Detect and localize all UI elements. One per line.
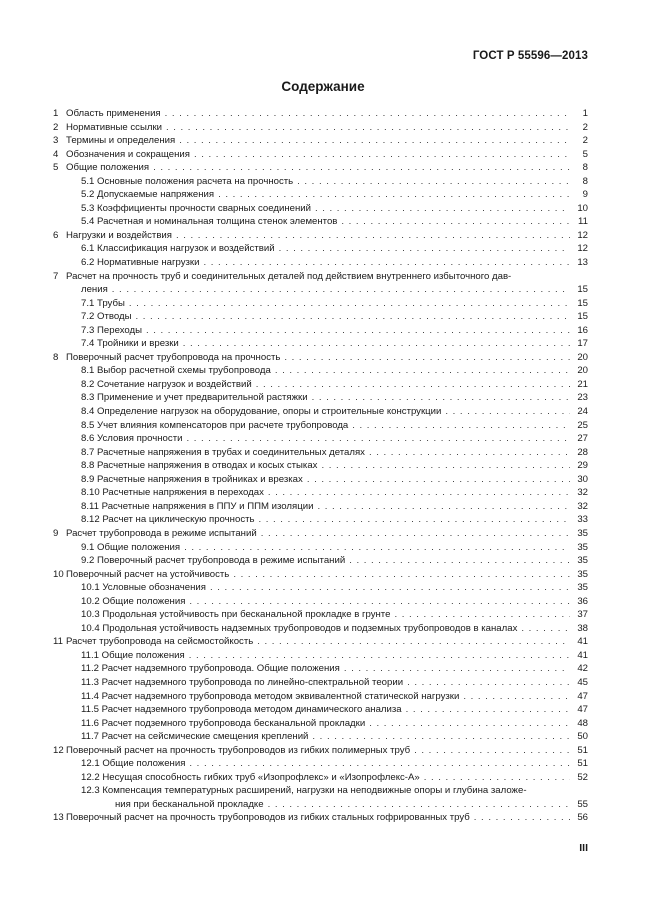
toc-entry[interactable] xyxy=(53,662,588,676)
dot-leader xyxy=(175,134,570,148)
toc-entry-page: 11 xyxy=(578,216,588,228)
toc-entry-page: 29 xyxy=(577,460,588,472)
toc-entry-page: 21 xyxy=(577,378,588,390)
dot-leader xyxy=(303,473,570,487)
toc-entry-title: Поверочный расчет на прочность трубопроводов из гибких полимерных труб xyxy=(66,744,411,756)
toc-entry-page: 33 xyxy=(577,514,588,526)
dot-leader xyxy=(149,161,570,175)
toc-entry-page: 50 xyxy=(577,731,588,743)
toc-entry[interactable] xyxy=(53,608,588,622)
toc-entry[interactable] xyxy=(53,554,588,568)
toc-entry-number: 8 xyxy=(53,351,59,363)
toc-entry-title: 6.1 Классификация нагрузок и воздействий xyxy=(81,243,275,255)
toc-entry-page: 9 xyxy=(582,189,588,201)
toc-entry[interactable] xyxy=(53,581,588,595)
toc-entry-page: 25 xyxy=(577,419,588,431)
toc-entry[interactable] xyxy=(53,798,588,812)
toc-entry-title: 8.8 Расчетные напряжения в отводах и косых стыках xyxy=(81,460,318,472)
dot-leader xyxy=(410,744,570,758)
toc-entry-page: 47 xyxy=(577,690,588,702)
toc-entry[interactable] xyxy=(53,446,588,460)
toc-entry-title: ления xyxy=(81,284,108,296)
toc-entry-page: 35 xyxy=(577,568,588,580)
toc-entry-page: 55 xyxy=(577,798,588,810)
toc-entry-title: 7.3 Переходы xyxy=(81,324,143,336)
dot-leader xyxy=(206,581,570,595)
toc-entry-page: 20 xyxy=(577,365,588,377)
toc-entry-number: 6 xyxy=(53,229,59,241)
toc-entry[interactable] xyxy=(53,297,588,311)
toc-entry-title: 8.11 Расчетные напряжения в ППУ и ППМ изоляции xyxy=(81,500,314,512)
toc-entry[interactable] xyxy=(53,405,588,419)
dot-leader xyxy=(161,107,570,121)
toc-entry-title: 8.2 Сочетание нагрузок и воздействий xyxy=(81,378,252,390)
toc-entry-title: 10.1 Условные обозначения xyxy=(81,582,206,594)
standard-number: ГОСТ Р 55596—2013 xyxy=(472,50,588,62)
dot-leader xyxy=(229,568,570,582)
toc-entry-title: 7.1 Трубы xyxy=(81,297,125,309)
toc-entry[interactable] xyxy=(53,703,588,717)
toc-entry[interactable] xyxy=(53,121,588,135)
toc-entry-title: 8.12 Расчет на циклическую прочность xyxy=(81,514,255,526)
toc-entry-page: 17 xyxy=(577,338,588,350)
toc-entry[interactable] xyxy=(53,256,588,270)
toc-entry-title: 8.4 Определение нагрузок на оборудование, опоры и строительные конструкции xyxy=(81,406,442,418)
toc-entry[interactable] xyxy=(53,595,588,609)
toc-entry-title: Поверочный расчет на устойчивость xyxy=(66,568,230,580)
toc-entry-title: 8.10 Расчетные напряжения в переходах xyxy=(81,487,264,499)
dot-leader xyxy=(470,811,570,825)
toc-entry-number: 13 xyxy=(53,812,64,824)
toc-entry-title: 5.1 Основные положения расчета на прочность xyxy=(81,175,294,187)
dot-leader xyxy=(365,446,570,460)
dot-leader xyxy=(199,256,570,270)
toc-entry-page: 15 xyxy=(577,284,588,296)
toc-entry-page: 30 xyxy=(577,473,588,485)
toc-entry[interactable] xyxy=(53,635,588,649)
toc-entry-page: 27 xyxy=(577,433,588,445)
toc-entry-page: 51 xyxy=(577,744,588,756)
toc-entry-title: 11.1 Общие положения xyxy=(81,649,185,661)
toc-entry[interactable] xyxy=(53,717,588,731)
dot-leader xyxy=(420,771,570,785)
dot-leader xyxy=(252,378,570,392)
dot-leader xyxy=(162,121,570,135)
toc-entry-title: 8.9 Расчетные напряжения в тройниках и врезках xyxy=(81,473,303,485)
toc-entry[interactable] xyxy=(53,690,588,704)
toc-entry-number: 9 xyxy=(53,527,59,539)
toc-entry[interactable] xyxy=(53,175,588,189)
toc-entry-page: 12 xyxy=(577,229,588,241)
dot-leader xyxy=(271,364,570,378)
toc-entry-title: 11.4 Расчет надземного трубопровода методом эквивалентной статической нагрузки xyxy=(81,690,460,702)
toc-entry-title: 7.4 Тройники и врезки xyxy=(81,338,179,350)
dot-leader xyxy=(337,215,570,229)
toc-entry-page: 15 xyxy=(577,297,588,309)
toc-entry-number: 12 xyxy=(53,744,64,756)
toc-entry[interactable] xyxy=(53,229,588,243)
dot-leader xyxy=(317,459,570,473)
toc-entry[interactable] xyxy=(53,215,588,229)
toc-entry-page: 41 xyxy=(577,636,588,648)
toc-entry-page: 35 xyxy=(577,555,588,567)
toc-entry-number: 1 xyxy=(53,108,59,119)
dot-leader xyxy=(264,486,570,500)
dot-leader xyxy=(280,351,570,365)
toc-entry-title: 11.2 Расчет надземного трубопровода. Общие положения xyxy=(81,663,340,675)
toc-entry-title: 6.2 Нормативные нагрузки xyxy=(81,257,200,269)
toc-entry-title: Поверочный расчет трубопровода на прочность xyxy=(66,351,281,363)
toc-entry-title: 11.7 Расчет на сейсмические смещения креплений xyxy=(81,731,309,743)
toc-entry-title: Термины и определения xyxy=(66,135,176,147)
toc-entry-page: 8 xyxy=(582,175,588,187)
toc-entry-page: 10 xyxy=(577,202,588,214)
toc-entry-page: 12 xyxy=(577,243,588,255)
dot-leader xyxy=(311,202,570,216)
toc-entry[interactable] xyxy=(53,500,588,514)
dot-leader xyxy=(108,283,570,297)
toc-entry-page: 32 xyxy=(577,500,588,512)
table-of-contents xyxy=(53,107,588,825)
toc-entry-page: 56 xyxy=(577,812,588,824)
toc-entry[interactable] xyxy=(53,161,588,175)
toc-entry-page: 2 xyxy=(582,121,588,133)
toc-entry[interactable] xyxy=(53,811,588,825)
toc-entry[interactable] xyxy=(53,676,588,690)
toc-entry[interactable] xyxy=(53,283,588,297)
dot-leader xyxy=(185,757,570,771)
toc-entry-number: 5 xyxy=(53,162,59,174)
toc-entry-page: 23 xyxy=(577,392,588,404)
toc-entry-title: Расчет на прочность труб и соединительных деталей под действием внутреннего избыточного дав- xyxy=(66,270,512,282)
toc-entry-title: 11.5 Расчет надземного трубопровода методом динамического анализа xyxy=(81,704,402,716)
toc-entry-title: 10.2 Общие положения xyxy=(81,595,186,607)
toc-entry-page: 52 xyxy=(577,771,588,783)
toc-entry[interactable] xyxy=(53,432,588,446)
toc-entry[interactable] xyxy=(53,649,588,663)
toc-entry-title: 5.3 Коэффициенты прочности сварных соединений xyxy=(81,202,311,214)
dot-leader xyxy=(214,188,570,202)
dot-leader xyxy=(257,527,570,541)
dot-leader xyxy=(348,419,570,433)
toc-entry[interactable] xyxy=(53,527,588,541)
toc-entry-page: 24 xyxy=(577,406,588,418)
toc-entry-page: 1 xyxy=(582,108,588,119)
toc-entry-title: 8.3 Применение и учет предварительной растяжки xyxy=(81,392,308,404)
page-title: Содержание xyxy=(281,79,365,94)
dot-leader xyxy=(185,595,570,609)
dot-leader xyxy=(190,148,570,162)
toc-entry[interactable] xyxy=(53,270,588,284)
dot-leader xyxy=(275,242,570,256)
toc-entry[interactable] xyxy=(53,188,588,202)
toc-entry[interactable] xyxy=(53,541,588,555)
toc-entry-page: 47 xyxy=(577,704,588,716)
toc-entry-page: 13 xyxy=(577,257,588,269)
dot-leader xyxy=(308,391,570,405)
toc-entry-page: 2 xyxy=(582,135,588,147)
dot-leader xyxy=(185,649,570,663)
toc-entry-title: Общие положения xyxy=(66,162,150,174)
toc-entry-title: 12.1 Общие положения xyxy=(81,758,186,770)
toc-entry-page: 38 xyxy=(577,622,588,634)
toc-entry[interactable] xyxy=(53,513,588,527)
toc-entry[interactable] xyxy=(53,757,588,771)
dot-leader xyxy=(255,513,570,527)
toc-entry-title: Нормативные ссылки xyxy=(66,121,163,133)
toc-entry-number: 2 xyxy=(53,121,59,133)
dot-leader xyxy=(313,500,570,514)
toc-entry-number: 3 xyxy=(53,135,59,147)
toc-entry-title: 5.2 Допускаемые напряжения xyxy=(81,189,215,201)
toc-entry[interactable] xyxy=(53,730,588,744)
toc-entry-page: 15 xyxy=(577,311,588,323)
toc-entry-number: 4 xyxy=(53,148,59,160)
toc-entry-page: 35 xyxy=(577,527,588,539)
toc-entry[interactable] xyxy=(53,622,588,636)
dot-leader xyxy=(308,730,570,744)
toc-entry-title: 9.1 Общие положения xyxy=(81,541,181,553)
toc-entry-page: 42 xyxy=(577,663,588,675)
toc-entry[interactable] xyxy=(53,771,588,785)
toc-entry-page: 28 xyxy=(577,446,588,458)
toc-entry-title: Поверочный расчет на прочность трубопроводов из гибких стальных гофрированных труб xyxy=(66,812,470,824)
toc-entry-title: 8.6 Условия прочности xyxy=(81,433,183,445)
toc-entry-title: Нагрузки и воздействия xyxy=(66,229,172,241)
toc-entry-title: 9.2 Поверочный расчет трубопровода в режиме испытаний xyxy=(81,555,346,567)
toc-entry-title: 12.2 Несущая способность гибких труб «Изопрофлекс» и «Изопрофлекс-А» xyxy=(81,771,420,783)
toc-entry[interactable] xyxy=(53,486,588,500)
toc-entry-title: 7.2 Отводы xyxy=(81,311,132,323)
toc-entry-title: 10.3 Продольная устойчивость при бесканальной прокладке в грунте xyxy=(81,609,391,621)
toc-entry[interactable] xyxy=(53,473,588,487)
toc-entry-title: Обозначения и сокращения xyxy=(66,148,190,160)
toc-entry-page: 45 xyxy=(577,676,588,688)
toc-entry[interactable] xyxy=(53,324,588,338)
dot-leader xyxy=(517,622,570,636)
toc-entry[interactable] xyxy=(53,134,588,148)
dot-leader xyxy=(142,324,570,338)
toc-entry[interactable] xyxy=(53,378,588,392)
toc-entry[interactable] xyxy=(53,310,588,324)
toc-entry[interactable] xyxy=(53,459,588,473)
toc-entry-title: 11.3 Расчет надземного трубопровода по линейно-спектральной теории xyxy=(81,676,404,688)
dot-leader xyxy=(402,703,570,717)
dot-leader xyxy=(345,554,570,568)
dot-leader xyxy=(293,175,570,189)
dot-leader xyxy=(365,717,570,731)
dot-leader xyxy=(459,690,570,704)
dot-leader xyxy=(131,310,570,324)
toc-entry-title: 10.4 Продольная устойчивость надземных трубопроводов и подземных трубопроводов в каналах xyxy=(81,622,518,634)
toc-entry[interactable] xyxy=(53,242,588,256)
toc-entry[interactable] xyxy=(53,107,588,121)
dot-leader xyxy=(264,798,570,812)
toc-entry-number: 10 xyxy=(53,568,64,580)
toc-entry-page: 36 xyxy=(577,595,588,607)
toc-entry-title: 8.7 Расчетные напряжения в трубах и соединительных деталях xyxy=(81,446,365,458)
toc-entry-title: 11.6 Расчет подземного трубопровода бесканальной прокладки xyxy=(81,717,366,729)
toc-entry-page: 20 xyxy=(577,351,588,363)
dot-leader xyxy=(403,676,570,690)
toc-entry[interactable] xyxy=(53,337,588,351)
dot-leader xyxy=(253,635,570,649)
dot-leader xyxy=(179,337,570,351)
toc-entry-title: ния при бесканальной прокладке xyxy=(115,798,264,810)
toc-entry[interactable] xyxy=(53,391,588,405)
dot-leader xyxy=(125,297,570,311)
toc-entry[interactable] xyxy=(53,351,588,365)
toc-entry-number: 11 xyxy=(53,636,63,648)
toc-entry-page: 5 xyxy=(582,148,588,160)
dot-leader xyxy=(441,405,570,419)
toc-entry-title: Область применения xyxy=(66,108,161,119)
toc-entry-page: 32 xyxy=(577,487,588,499)
dot-leader xyxy=(172,229,570,243)
toc-entry[interactable] xyxy=(53,202,588,216)
toc-entry-page: 8 xyxy=(582,162,588,174)
toc-entry[interactable] xyxy=(53,744,588,758)
toc-entry[interactable] xyxy=(53,364,588,378)
toc-entry-page: 37 xyxy=(577,609,588,621)
toc-entry[interactable] xyxy=(53,148,588,162)
toc-entry-title: Расчет трубопровода на сейсмостойкость xyxy=(66,636,254,648)
toc-entry-page: 48 xyxy=(577,717,588,729)
toc-entry-title: 8.5 Учет влияния компенсаторов при расчете трубопровода xyxy=(81,419,349,431)
dot-leader xyxy=(182,432,570,446)
toc-entry-title: 12.3 Компенсация температурных расширений, нагрузки на неподвижные опоры и глубина заложе- xyxy=(81,785,527,797)
toc-entry-title: 5.4 Расчетная и номинальная толщина стенок элементов xyxy=(81,216,338,228)
toc-entry-title: Расчет трубопровода в режиме испытаний xyxy=(66,527,257,539)
toc-entry-page: 41 xyxy=(577,649,588,661)
toc-entry-page: 16 xyxy=(577,324,588,336)
dot-leader xyxy=(390,608,570,622)
toc-entry[interactable] xyxy=(53,419,588,433)
toc-entry-title: 8.1 Выбор расчетной схемы трубопровода xyxy=(81,365,271,377)
toc-entry-page: 35 xyxy=(577,582,588,594)
page-number: III xyxy=(579,842,588,854)
dot-leader xyxy=(180,541,570,555)
dot-leader xyxy=(340,662,570,676)
toc-entry-page: 35 xyxy=(577,541,588,553)
toc-entry[interactable] xyxy=(53,784,588,798)
toc-entry[interactable] xyxy=(53,568,588,582)
toc-entry-page: 51 xyxy=(577,758,588,770)
toc-entry-number: 7 xyxy=(53,270,59,282)
